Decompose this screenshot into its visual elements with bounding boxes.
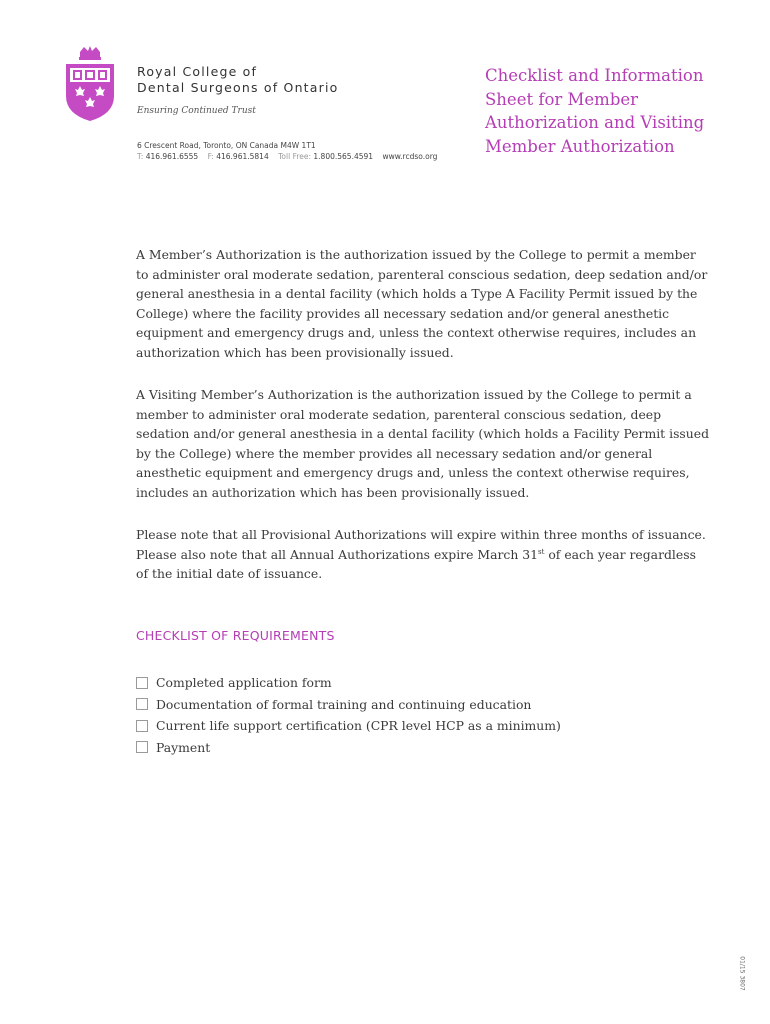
document-title bbox=[485, 64, 735, 158]
checklist-heading: CHECKLIST OF REQUIREMENTS bbox=[136, 628, 335, 643]
checklist-item-label: Current life support certification (CPR level HCP as a minimum) bbox=[156, 718, 561, 734]
org-name-line2: Dental Surgeons of Ontario bbox=[137, 80, 339, 95]
ordinal-suffix: st bbox=[538, 547, 545, 556]
checklist-item-label: Completed application form bbox=[156, 675, 332, 691]
checklist-item-label: Payment bbox=[156, 739, 211, 755]
fax-label: F: bbox=[207, 152, 214, 161]
checkbox-application-form[interactable] bbox=[136, 677, 148, 689]
checklist-item bbox=[136, 694, 561, 716]
checklist-item bbox=[136, 715, 561, 737]
tagline: Ensuring Continued Trust bbox=[137, 106, 256, 116]
checkbox-payment[interactable] bbox=[136, 741, 148, 753]
expiry-note-part2: of each year regardless of the initial date of issuance. bbox=[136, 546, 696, 581]
expiry-note-paragraph bbox=[136, 525, 711, 584]
contact-line bbox=[137, 152, 437, 161]
tollfree-label: Toll Free: bbox=[278, 152, 312, 161]
address: 6 Crescent Road, Toronto, ON Canada M4W 1T1 bbox=[137, 141, 316, 150]
form-code: 01/15 3807 bbox=[738, 956, 746, 991]
organization-name bbox=[137, 64, 339, 96]
org-name-line1: Royal College of bbox=[137, 64, 258, 79]
member-authorization-paragraph: A Member’s Authorization is the authorization issued by the College to permit a member to administer oral moderate sedation, parenteral conscious sedation, deep sedation and/or general anesthesia in a dental facility (which holds a Type A Facility Permit issued by the College) where the facility provides all necessary sedation and/or general anesthetic equipment and emergency drugs and, unless the context otherwise requires, includes an authorization which has been provisionally issued. bbox=[136, 247, 708, 360]
visiting-member-authorization-paragraph: A Visiting Member’s Authorization is the authorization issued by the College to permit a member to administer oral moderate sedation, parenteral conscious sedation, deep sedation and/or general anesthesia in a dental facility (which holds a Facility Permit issued by the College) where the member provides all necessary sedation and/or general anesthetic equipment and emergency drugs and, unless the context otherwise requires, includes an authorization which has been provisionally issued. bbox=[136, 387, 710, 500]
tel-label: T: bbox=[137, 152, 144, 161]
rcdso-crest-icon bbox=[64, 46, 116, 122]
checklist-item bbox=[136, 737, 561, 759]
checklist-item bbox=[136, 672, 561, 694]
title-line2: Sheet for Member bbox=[485, 89, 639, 109]
tel-number: 416.961.6555 bbox=[145, 152, 199, 161]
title-line4: Member Authorization bbox=[485, 136, 675, 156]
title-line3: Authorization and Visiting bbox=[485, 113, 705, 132]
website-link[interactable]: www.rcdso.org bbox=[382, 152, 438, 161]
title-line1: Checklist and Information bbox=[485, 66, 704, 85]
checkbox-life-support-certification[interactable] bbox=[136, 720, 148, 732]
checklist-item-label: Documentation of formal training and continuing education bbox=[156, 696, 532, 712]
checkbox-training-documentation[interactable] bbox=[136, 698, 148, 710]
checklist bbox=[136, 672, 561, 758]
fax-number: 416.961.5814 bbox=[216, 152, 269, 161]
expiry-note-part1: Please note that all Provisional Authorizations will expire within three months of issuance. Please also note that all Annual Authorizations expire March 31 bbox=[136, 527, 706, 562]
tollfree-number: 1.800.565.4591 bbox=[313, 152, 374, 161]
